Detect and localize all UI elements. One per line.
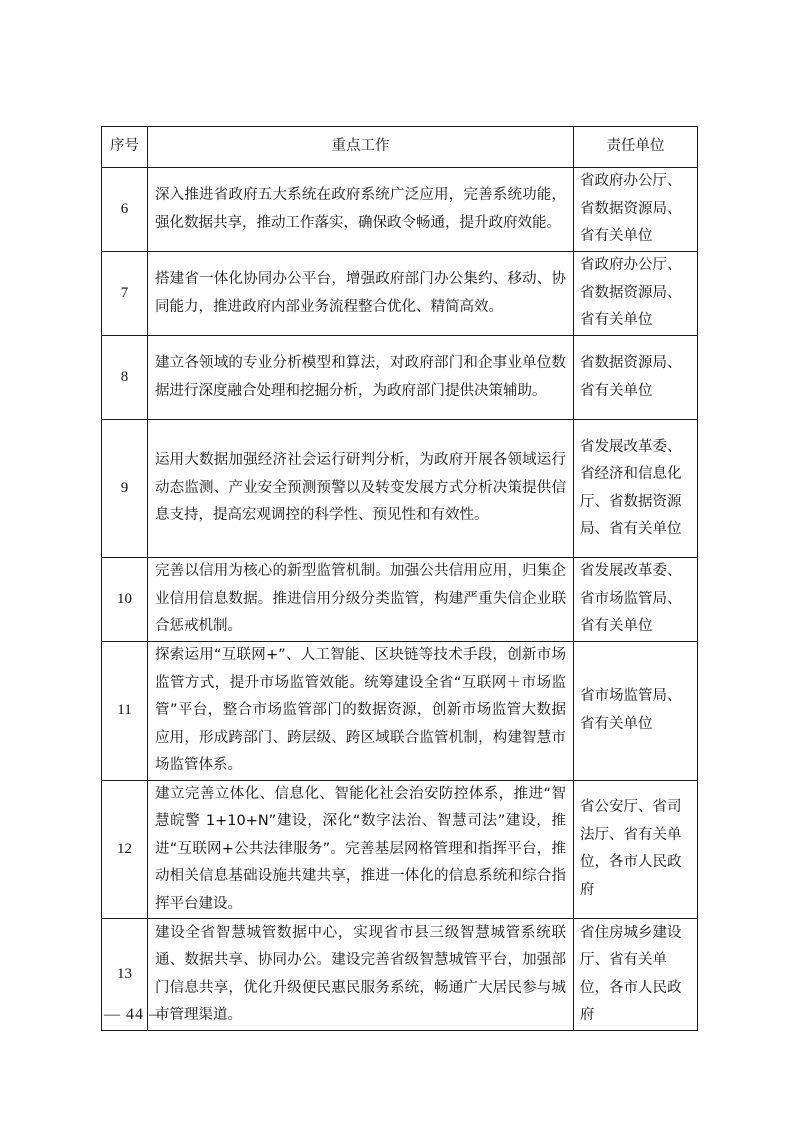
table-row	[102, 558, 698, 642]
row-work: 深入推进省政府五大系统在政府系统广泛应用，完善系统功能，强化数据共享，推动工作落实，确保政令畅通，提升政府效能。	[148, 168, 574, 252]
row-num: 6	[102, 168, 148, 252]
table-row	[102, 642, 698, 781]
row-work: 搭建省一体化协同办公平台，增强政府部门办公集约、移动、协同能力，推进政府内部业务流程整合优化、精简高效。	[148, 252, 574, 336]
row-resp: 省政府办公厅、省数据资源局、省有关单位	[574, 252, 698, 336]
row-work: 建立完善立体化、信息化、智能化社会治安防控体系，推进“智慧皖警 1+10+N”建设，深化“数字法治、智慧司法”建设，推进“互联网+公共法律服务”。完善基层网格管理和指挥平台，推动相关信息基础设施共建共享，推进一体化的信息系统和综合指挥平台建设。	[148, 780, 574, 919]
row-resp: 省数据资源局、省有关单位	[574, 336, 698, 420]
header-resp: 责任单位	[574, 127, 698, 168]
row-resp: 省发展改革委、省市场监管局、省有关单位	[574, 558, 698, 642]
row-work: 探索运用“互联网+”、人工智能、区块链等技术手段，创新市场监管方式，提升市场监管效能。统筹建设全省“互联网＋市场监管”平台，整合市场监管部门的数据资源，创新市场监管大数据应用，形成跨部门、跨层级、跨区域联合监管机制，构建智慧市场监管体系。	[148, 642, 574, 781]
row-resp: 省发展改革委、省经济和信息化厅、省数据资源局、省有关单位	[574, 420, 698, 558]
table-row	[102, 252, 698, 336]
row-num: 10	[102, 558, 148, 642]
row-num: 12	[102, 780, 148, 919]
row-resp: 省政府办公厅、省数据资源局、省有关单位	[574, 168, 698, 252]
row-work: 建立各领域的专业分析模型和算法，对政府部门和企事业单位数据进行深度融合处理和挖掘分析，为政府部门提供决策辅助。	[148, 336, 574, 420]
row-num: 11	[102, 642, 148, 781]
table-header-row	[102, 127, 698, 168]
page-number: — 44 —	[104, 1006, 166, 1023]
table-row	[102, 168, 698, 252]
row-num: 13	[102, 919, 148, 1031]
row-work: 建设全省智慧城管数据中心，实现省市县三级智慧城管系统联通、数据共享、协同办公。建设完善省级智慧城管平台，加强部门信息共享，优化升级便民惠民服务系统，畅通广大居民参与城市管理渠道。	[148, 919, 574, 1031]
row-work: 完善以信用为核心的新型监管机制。加强公共信用应用，归集企业信用信息数据。推进信用分级分类监管，构建严重失信企业联合惩戒机制。	[148, 558, 574, 642]
row-resp: 省市场监管局、省有关单位	[574, 642, 698, 781]
row-resp: 省公安厅、省司法厅、省有关单位，各市人民政府	[574, 780, 698, 919]
work-table	[101, 126, 698, 1031]
table-row	[102, 336, 698, 420]
header-work: 重点工作	[148, 127, 574, 168]
row-resp: 省住房城乡建设厅、省有关单位，各市人民政府	[574, 919, 698, 1031]
table-row	[102, 420, 698, 558]
row-num: 9	[102, 420, 148, 558]
row-num: 8	[102, 336, 148, 420]
table-row	[102, 780, 698, 919]
row-work: 运用大数据加强经济社会运行研判分析，为政府开展各领域运行动态监测、产业安全预测预警以及转变发展方式分析决策提供信息支持，提高宏观调控的科学性、预见性和有效性。	[148, 420, 574, 558]
table-row	[102, 919, 698, 1031]
header-num: 序号	[102, 127, 148, 168]
row-num: 7	[102, 252, 148, 336]
